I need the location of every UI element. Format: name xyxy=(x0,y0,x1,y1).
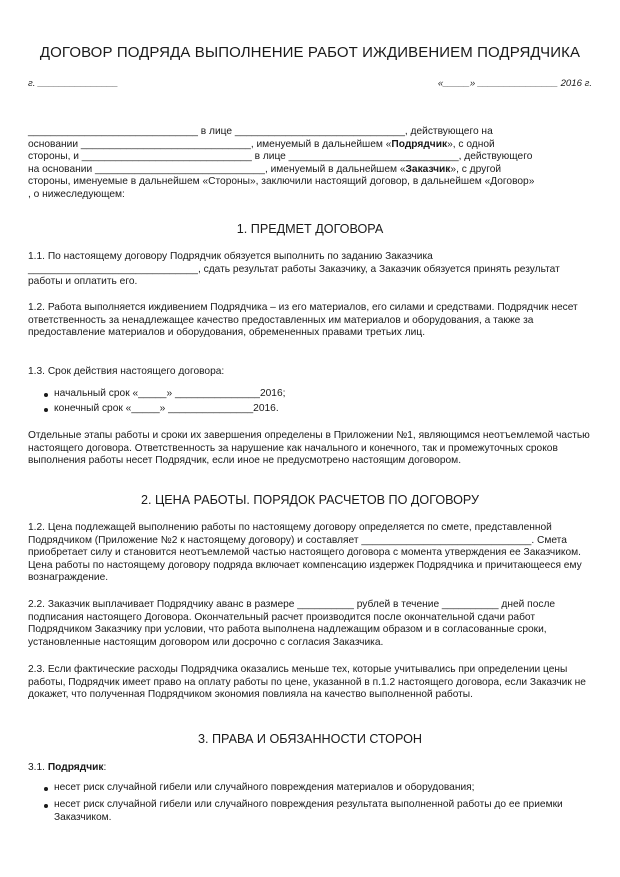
clause-3-1: 3.1. Подрядчик: xyxy=(28,762,107,773)
preamble xyxy=(28,126,592,202)
preamble-line: , о нижеследующем: xyxy=(28,188,125,200)
clause-2-3: 2.3. Если фактические расходы Подрядчика оказались меньше тех, которые учитывались при определении цены работы, Подрядчик имеет право на оплату работы по цене, указанной в п.1.2 настоящего договора, если Заказчик не докажет, что полученная Подрядчиком экономия повлияла на качество выполненной работы. xyxy=(28,664,586,701)
document-title: ДОГОВОР ПОДРЯДА ВЫПОЛНЕНИЕ РАБОТ ИЖДИВЕНИЕМ ПОДРЯДЧИКА xyxy=(39,44,581,61)
section-heading: 1. ПРЕДМЕТ ДОГОВОРА xyxy=(236,222,384,236)
customer-term: Заказчик xyxy=(405,163,451,175)
section-heading: 3. ПРАВА И ОБЯЗАННОСТИ СТОРОН xyxy=(198,732,422,746)
bullet-icon xyxy=(44,804,48,808)
clause-1-3: 1.3. Срок действия настоящего договора: xyxy=(28,366,225,377)
clause-2-1: 1.2. Цена подлежащей выполнению работы по настоящему договору определяется по смете, представленной Подрядчиком (Приложение №2 к настоящему договору) и составляет ______________________________. Смета приобретает силу и становится неотъемлемой частью настоящего договора с момента утверждения ее Заказчиком. Цена работы по настоящему договору подряда включает компенсацию издержек Подрядчика и причитающееся ему вознаграждение. xyxy=(28,522,582,584)
bullet-icon xyxy=(44,408,48,412)
preamble-line: стороны, и ______________________________ в лице ______________________________, действующего xyxy=(28,151,533,163)
bullet-icon xyxy=(44,393,48,397)
preamble-line: стороны, именуемые в дальнейшем «Стороны», заключили настоящий договор, в дальнейшем «Договор» xyxy=(28,176,535,188)
list-item: несет риск случайной гибели или случайного повреждения материалов и оборудования; xyxy=(54,782,594,795)
list-item: начальный срок «_____» _______________2016; xyxy=(54,388,594,401)
contractor-term: Подрядчик xyxy=(391,138,448,150)
preamble-line: основании ______________________________, именуемый в дальнейшем «Подрядчик», с одной xyxy=(28,138,495,150)
clause-1-2: 1.2. Работа выполняется иждивением Подрядчика – из его материалов, его силами и средствами. Подрядчик несет ответственность за ненадлежащее качество предоставленных им материалов и оборудования, а также за предоставление материалов и оборудования, обремененных правами третьих лиц. xyxy=(28,302,578,339)
stages-paragraph: Отдельные этапы работы и сроки их завершения определены в Приложении №1, являющимся неотъемлемой частью настоящего договора. Ответственность за нарушение как начального и конечного, так и промежуточных сроков выполнения работы несет Подрядчик, если иное не предусмотрено настоящим договором. xyxy=(28,430,590,467)
date-line: «_____» _______________ 2016 г. xyxy=(437,78,592,89)
city-line: г. _______________ xyxy=(28,78,119,89)
list-item: конечный срок «_____» _______________2016. xyxy=(54,403,594,416)
preamble-line: ______________________________ в лице ______________________________, действующего на xyxy=(28,126,493,137)
clause-1-1: 1.1. По настоящему договору Подрядчик обязуется выполнить по заданию Заказчика ______________________________, сдать результат работы Заказчику, а Заказчик обязуется принять результат работы и оплатить его. xyxy=(28,251,560,288)
clause-2-2: 2.2. Заказчик выплачивает Подрядчику аванс в размере __________ рублей в течение __________ дней после подписания настоящего Договора. Окончательный расчет производится после окончательной сдачи работ Подрядчиком Заказчику при условии, что работа выполнена надлежащим образом и в согласованные сроки, установленные настоящим договором или досрочно с согласия Заказчика. xyxy=(28,599,556,648)
preamble-line: на основании ______________________________, именуемый в дальнейшем «Заказчик», с другой xyxy=(28,163,502,175)
contractor-term: Подрядчик xyxy=(47,762,104,773)
section-heading: 2. ЦЕНА РАБОТЫ. ПОРЯДОК РАСЧЕТОВ ПО ДОГОВОРУ xyxy=(140,493,480,507)
list-item: несет риск случайной гибели или случайного повреждения результата выполненной работы до ее приемки Заказчиком. xyxy=(54,799,594,824)
bullet-icon xyxy=(44,787,48,791)
